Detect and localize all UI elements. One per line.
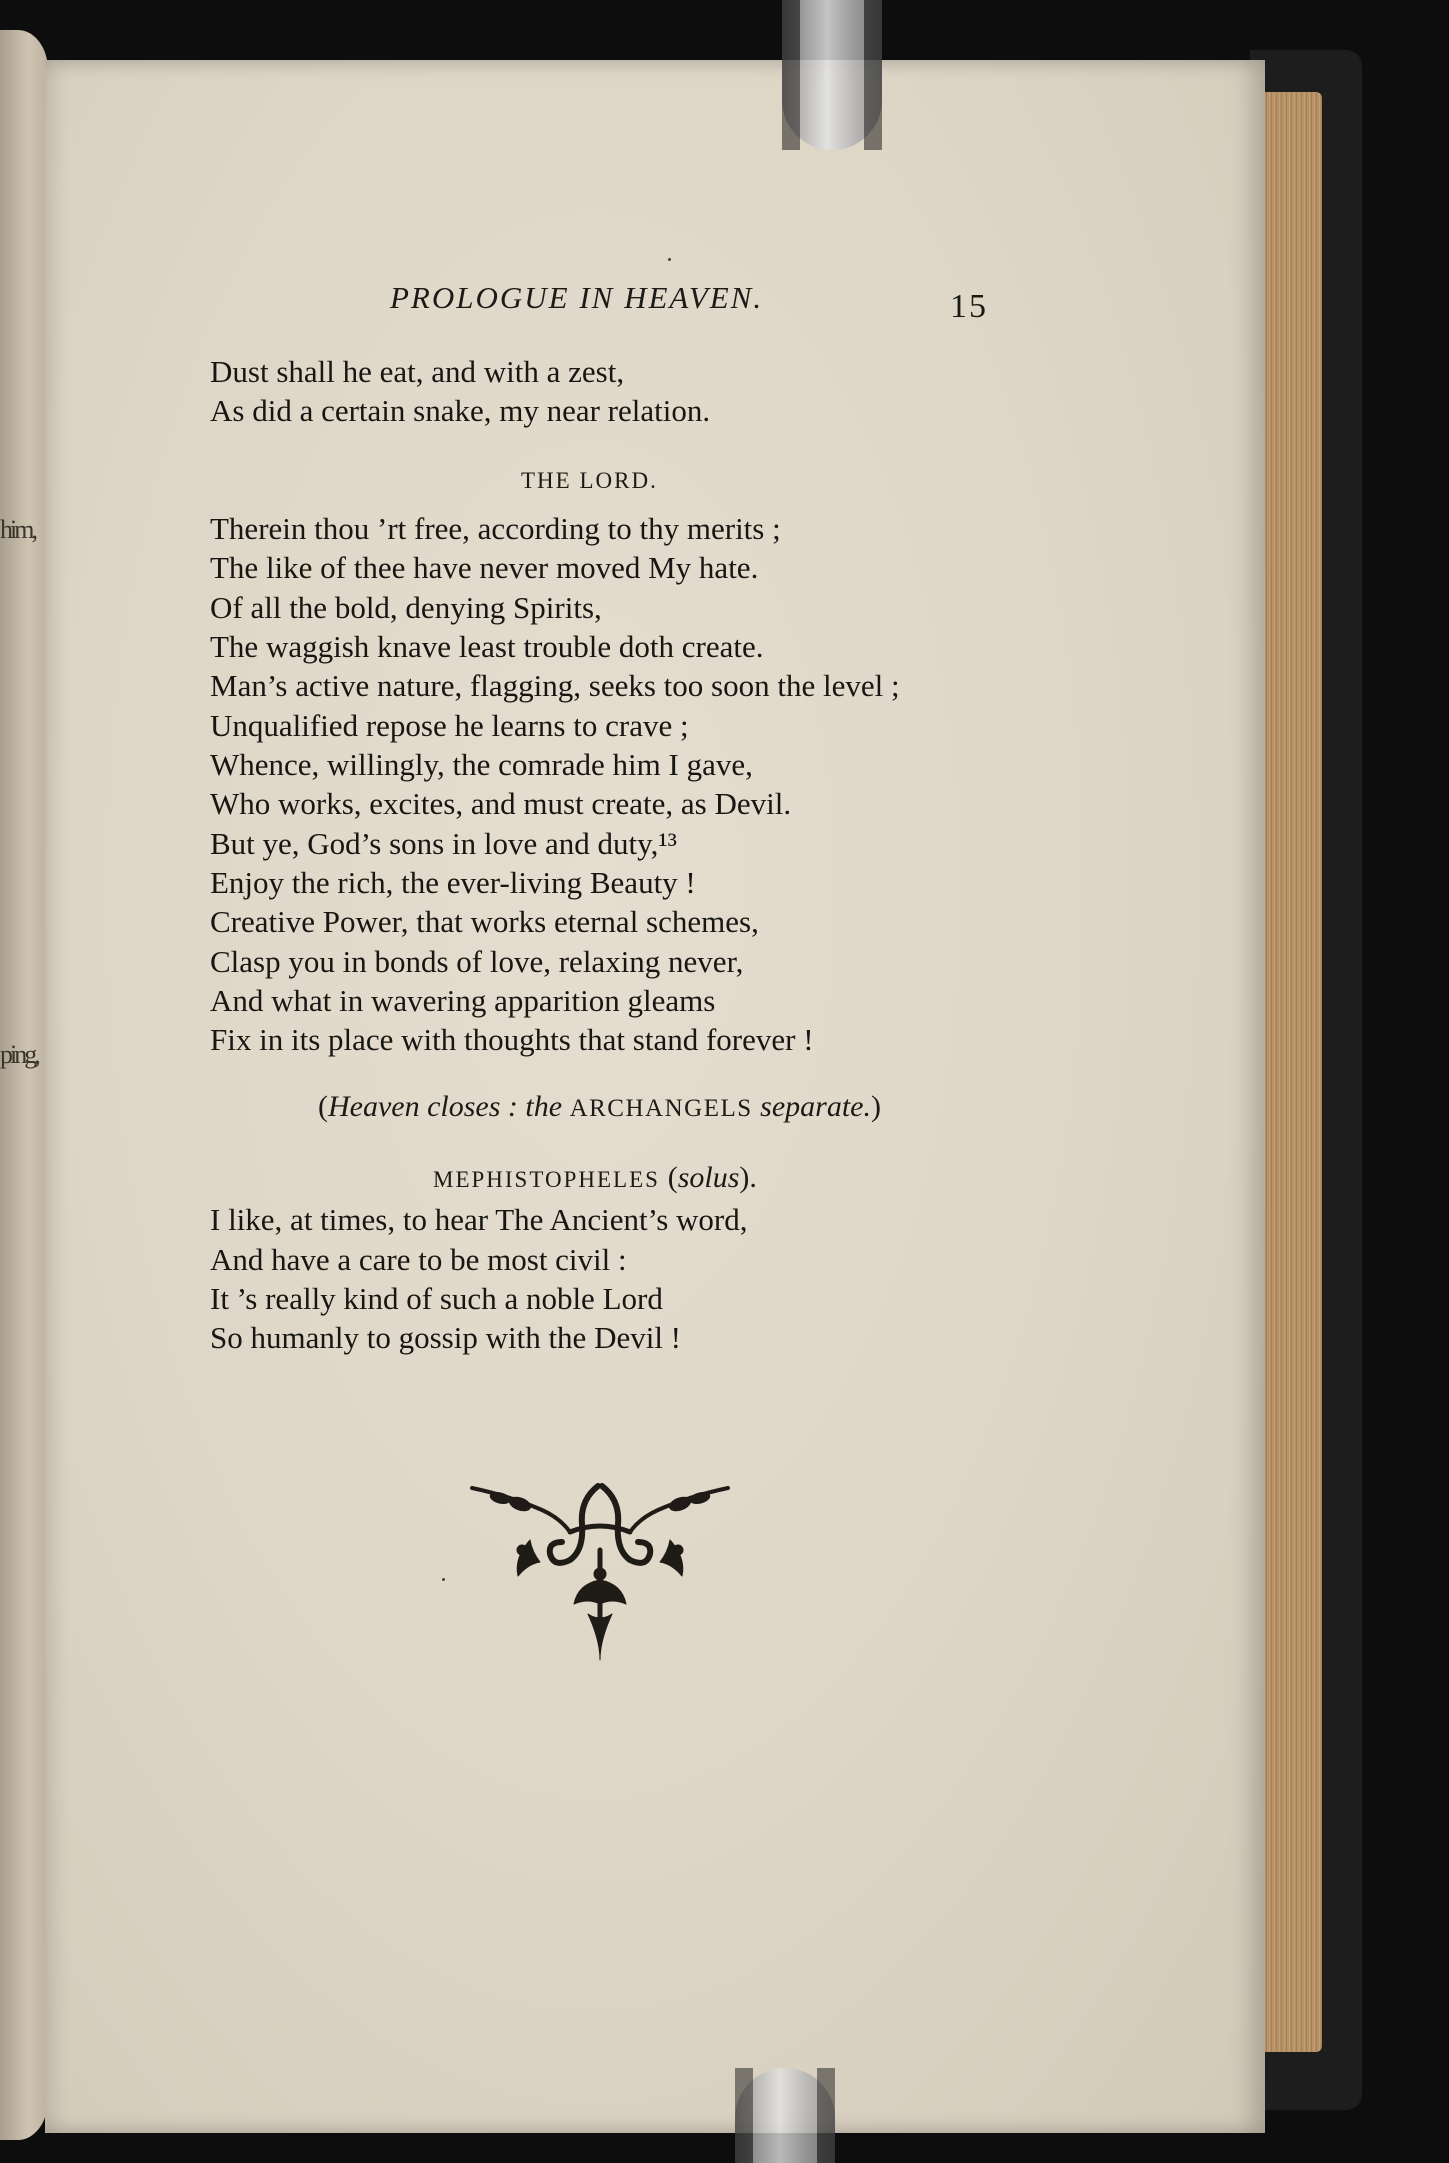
stage-direction bbox=[318, 1090, 881, 1124]
verse-line: Fix in its place with thoughts that stand forever ! bbox=[210, 1022, 814, 1057]
verse-line: Unqualified repose he learns to crave ; bbox=[210, 708, 689, 743]
margin-word: ping, bbox=[0, 1040, 38, 1069]
verse-line: Clasp you in bonds of love, relaxing never, bbox=[210, 944, 744, 979]
verse-line: Dust shall he eat, and with a zest, bbox=[210, 354, 625, 389]
stage-archangels: ARCHANGELS bbox=[569, 1095, 753, 1122]
verse-line: Creative Power, that works eternal schemes, bbox=[210, 904, 759, 939]
paper-speck bbox=[442, 1578, 445, 1581]
verse-line: Who works, excites, and must create, as Devil. bbox=[210, 786, 792, 821]
verse-line: The like of thee have never moved My hate. bbox=[210, 550, 759, 585]
stage-text: separate. bbox=[760, 1090, 871, 1123]
stage-text: Heaven closes : the bbox=[328, 1090, 563, 1123]
verse-line: As did a certain snake, my near relation. bbox=[210, 393, 711, 428]
verse-line: Enjoy the rich, the ever-living Beauty ! bbox=[210, 865, 696, 900]
verse-line: But ye, God’s sons in love and duty,¹³ bbox=[210, 826, 677, 861]
speaker-heading-lord: THE LORD. bbox=[521, 468, 658, 493]
speaker-paren: ). bbox=[739, 1161, 757, 1194]
paper-speck bbox=[668, 258, 671, 261]
verse-line: Of all the bold, denying Spirits, bbox=[210, 590, 602, 625]
stage-paren-open: ( bbox=[318, 1090, 328, 1123]
verse-line: And what in wavering apparition gleams bbox=[210, 983, 716, 1018]
verse-line: So humanly to gossip with the Devil ! bbox=[210, 1320, 682, 1355]
verse-line: It ’s really kind of such a noble Lord bbox=[210, 1281, 663, 1316]
speaker-name: MEPHISTOPHELES bbox=[433, 1167, 660, 1192]
page-number: 15 bbox=[950, 288, 988, 325]
verse-line: The waggish knave least trouble doth create. bbox=[210, 629, 764, 664]
verse-line: Therein thou ’rt free, according to thy merits ; bbox=[210, 511, 781, 546]
margin-word: him, bbox=[0, 515, 35, 544]
verse-line: Man’s active nature, flagging, seeks too soon the level ; bbox=[210, 668, 900, 703]
page-clip-bottom bbox=[735, 2068, 835, 2163]
speaker-heading-mephistopheles bbox=[433, 1161, 757, 1195]
speaker-note: solus bbox=[677, 1161, 740, 1194]
verse-line: I like, at times, to hear The Ancient’s word, bbox=[210, 1202, 748, 1237]
verse-line: And have a care to be most civil : bbox=[210, 1242, 627, 1277]
speaker-paren: ( bbox=[667, 1161, 678, 1194]
running-head-title: PROLOGUE IN HEAVEN. bbox=[390, 280, 764, 315]
page-edges bbox=[1258, 92, 1322, 2052]
verse-line: Whence, willingly, the comrade him I gave, bbox=[210, 747, 753, 782]
previous-page-edge bbox=[0, 30, 48, 2140]
stage-paren-close: ) bbox=[870, 1090, 881, 1123]
floral-tailpiece-icon bbox=[470, 1480, 730, 1665]
page-clip-top bbox=[782, 0, 882, 150]
